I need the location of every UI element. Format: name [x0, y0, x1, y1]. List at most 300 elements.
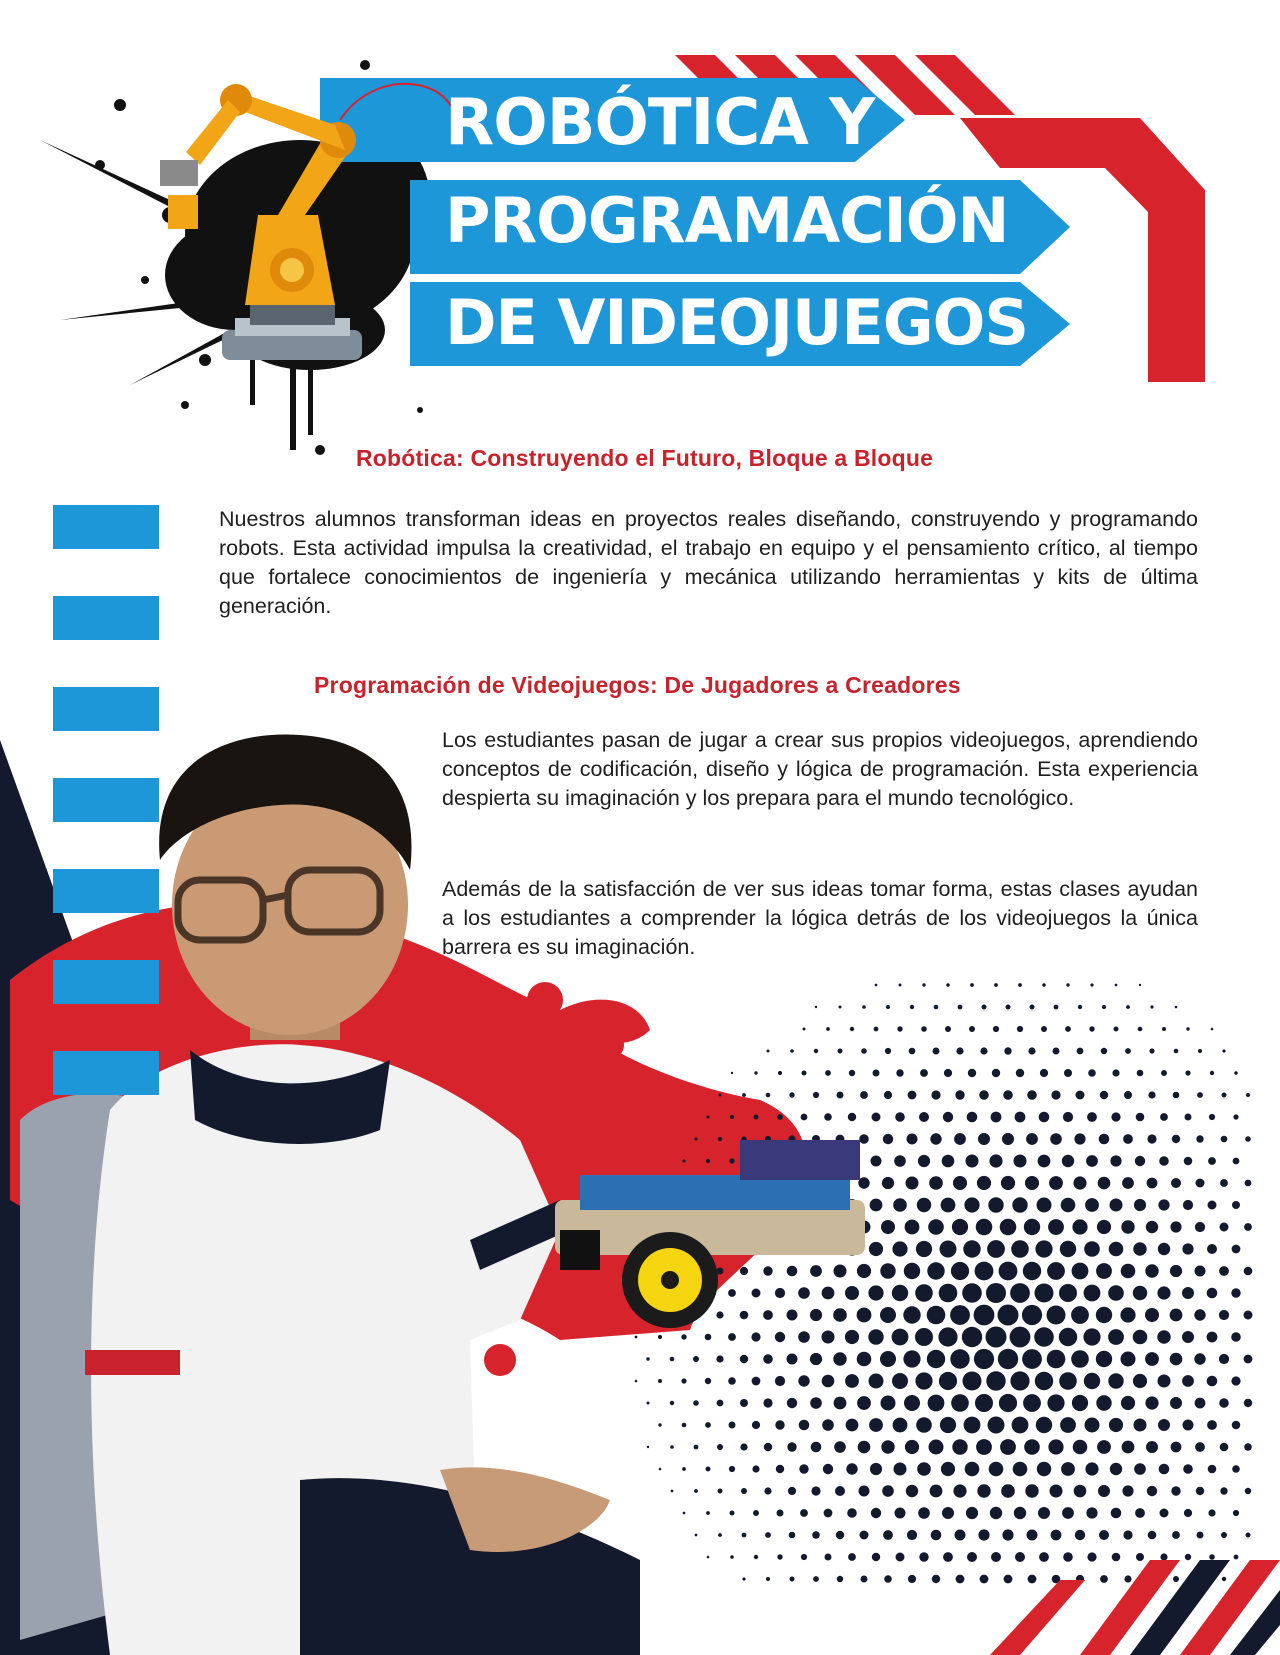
- halftone-dot: [1001, 1176, 1015, 1190]
- halftone-dot: [1244, 1267, 1253, 1276]
- halftone-dot: [978, 1133, 990, 1145]
- halftone-dot: [958, 1005, 963, 1010]
- halftone-dot: [908, 1091, 917, 1100]
- halftone-dot: [1062, 1507, 1074, 1519]
- halftone-dot: [920, 1069, 928, 1077]
- halftone-dot: [942, 1155, 955, 1168]
- halftone-dot: [775, 1288, 785, 1298]
- halftone-dot: [834, 1441, 846, 1453]
- halftone-dot: [1098, 1177, 1111, 1190]
- halftone-dot: [839, 1006, 842, 1009]
- halftone-dot: [915, 1284, 933, 1302]
- halftone-dot: [932, 1575, 940, 1583]
- halftone-dot: [880, 1307, 896, 1323]
- halftone-dot: [1211, 1028, 1214, 1031]
- halftone-dot: [1004, 1047, 1011, 1054]
- halftone-dot: [929, 1440, 944, 1455]
- halftone-dot: [1014, 1155, 1027, 1168]
- halftone-dot: [934, 1005, 939, 1010]
- halftone-dot: [694, 1137, 697, 1140]
- halftone-dot: [1085, 1418, 1100, 1433]
- halftone-dot: [693, 1400, 699, 1406]
- halftone-dot: [1233, 1114, 1238, 1119]
- halftone-dot: [1219, 1398, 1229, 1408]
- halftone-dot: [1207, 1376, 1218, 1387]
- halftone-dot: [1048, 1219, 1064, 1235]
- halftone-dot: [861, 1576, 868, 1583]
- halftone-dot: [670, 1357, 675, 1362]
- halftone-dot: [1126, 1005, 1130, 1009]
- halftone-dot: [928, 1395, 945, 1412]
- halftone-dot: [880, 1351, 896, 1367]
- halftone-dot: [717, 1400, 724, 1407]
- halftone-dot: [824, 1113, 832, 1121]
- halftone-dot: [955, 1090, 964, 1099]
- halftone-dot: [729, 1158, 734, 1163]
- halftone-dot: [1148, 1091, 1155, 1098]
- halftone-dot: [777, 1114, 783, 1120]
- halftone-dot: [1171, 1486, 1180, 1495]
- halftone-dot: [931, 1090, 940, 1099]
- halftone-dot: [1108, 1329, 1124, 1345]
- halftone-dot: [943, 1552, 953, 1562]
- halftone-dot: [886, 1005, 890, 1009]
- halftone-dot: [789, 1092, 794, 1097]
- halftone-dot: [1220, 1179, 1228, 1187]
- halftone-dot: [963, 1240, 980, 1257]
- halftone-dot: [1133, 1330, 1148, 1345]
- halftone-dot: [659, 1468, 662, 1471]
- halftone-dot: [989, 1154, 1002, 1167]
- halftone-dot: [1171, 1178, 1181, 1188]
- halftone-dot: [1064, 1069, 1072, 1077]
- halftone-dot: [927, 1306, 946, 1325]
- halftone-dot: [1034, 1327, 1054, 1347]
- halftone-dot: [765, 1532, 771, 1538]
- halftone-dot: [682, 1467, 686, 1471]
- halftone-dot: [1222, 1049, 1225, 1052]
- halftone-dot: [980, 1575, 989, 1584]
- halftone-dot: [869, 1242, 883, 1256]
- blue-stripe-3: [53, 687, 159, 731]
- halftone-dot: [790, 1049, 794, 1053]
- title-line-3: DE VIDEOJUEGOS: [445, 286, 1028, 359]
- halftone-dot: [1085, 1462, 1098, 1475]
- halftone-dot: [1025, 1176, 1039, 1190]
- halftone-dot: [969, 1026, 975, 1032]
- halftone-dot: [1041, 1026, 1047, 1032]
- halftone-dot: [1158, 1243, 1170, 1255]
- halftone-dot: [1078, 1005, 1082, 1009]
- halftone-dot: [917, 1462, 931, 1476]
- halftone-dot: [954, 1133, 966, 1145]
- halftone-dot: [1135, 1156, 1145, 1166]
- halftone-dot: [1018, 983, 1022, 987]
- halftone-dot: [1062, 1155, 1074, 1167]
- halftone-dot: [1001, 1484, 1015, 1498]
- halftone-dot: [803, 1028, 806, 1031]
- halftone-dot: [1010, 1327, 1031, 1348]
- halftone-dot: [1148, 1531, 1157, 1540]
- halftone-dot: [1124, 1091, 1132, 1099]
- halftone-dot: [1172, 1531, 1180, 1539]
- halftone-dot: [931, 1530, 942, 1541]
- halftone-dot: [1221, 1136, 1228, 1143]
- halftone-dot: [987, 1240, 1005, 1258]
- halftone-dot: [1059, 1328, 1077, 1346]
- halftone-dot: [1145, 1396, 1158, 1409]
- halftone-dot: [1050, 1133, 1062, 1145]
- halftone-dot: [1100, 1091, 1108, 1099]
- halftone-dot: [1122, 1177, 1134, 1189]
- halftone-dot: [1208, 1157, 1216, 1165]
- halftone-dot: [1196, 1487, 1204, 1495]
- halftone-dot: [974, 1305, 995, 1326]
- halftone-dot: [881, 1440, 894, 1453]
- halftone-dot: [1060, 1241, 1076, 1257]
- halftone-dot: [857, 1264, 871, 1278]
- videojuegos-body-2: Además de la satisfacción de ver sus ideas tomar forma, estas clases ayudan a los estudiantes a comprender la lógica detrás de los videojuegos la única barrera es su imaginación.: [442, 877, 1198, 959]
- halftone-dot: [1061, 1462, 1075, 1476]
- halftone-dot: [1096, 1351, 1112, 1367]
- halftone-dot: [1133, 1374, 1147, 1388]
- halftone-dot: [939, 1284, 958, 1303]
- halftone-dot: [670, 1445, 674, 1449]
- title-line-1: ROBÓTICA Y: [445, 86, 875, 160]
- halftone-dot: [810, 1309, 822, 1321]
- halftone-dot: [1101, 1048, 1107, 1054]
- halftone-dot: [1039, 1112, 1050, 1123]
- halftone-dot: [834, 1265, 847, 1278]
- halftone-dot: [822, 1375, 835, 1388]
- halftone-dot: [1157, 1286, 1170, 1299]
- halftone-dot: [880, 1263, 895, 1278]
- halftone-dot: [993, 1026, 999, 1032]
- halftone-dot: [870, 1199, 883, 1212]
- halftone-dot: [1084, 1373, 1100, 1389]
- halftone-dot: [1231, 1332, 1241, 1342]
- halftone-dot: [822, 1331, 835, 1344]
- halftone-dot: [882, 1177, 894, 1189]
- halftone-dot: [953, 1484, 966, 1497]
- halftone-dot: [1012, 1417, 1029, 1434]
- halftone-dot: [978, 1529, 989, 1540]
- halftone-dot: [822, 1419, 834, 1431]
- halftone-dot: [790, 1577, 795, 1582]
- halftone-dot: [917, 1198, 931, 1212]
- halftone-dot: [883, 1134, 893, 1144]
- halftone-dot: [1195, 1266, 1206, 1277]
- halftone-dot: [1030, 1005, 1035, 1010]
- halftone-dot: [1207, 1332, 1218, 1343]
- halftone-dot: [1016, 1069, 1024, 1077]
- halftone-dot: [751, 1332, 760, 1341]
- halftone-dot: [833, 1308, 847, 1322]
- halftone-dot: [1184, 1157, 1193, 1166]
- halftone-dot: [812, 1531, 820, 1539]
- halftone-dot: [990, 1507, 1002, 1519]
- halftone-dot: [719, 1094, 722, 1097]
- halftone-dot: [982, 1005, 987, 1010]
- halftone-dot: [1157, 1330, 1170, 1343]
- halftone-dot: [1145, 1308, 1159, 1322]
- halftone-dot: [1244, 1399, 1252, 1407]
- halftone-dot: [742, 1533, 747, 1538]
- halftone-dot: [953, 1176, 967, 1190]
- halftone-dot: [1234, 1071, 1238, 1075]
- halftone-dot: [1162, 1027, 1166, 1031]
- halftone-dot: [1121, 1396, 1135, 1410]
- halftone-dot: [979, 1090, 989, 1100]
- halftone-dot: [775, 1332, 785, 1342]
- halftone-dot: [1112, 1553, 1121, 1562]
- halftone-dot: [1174, 1049, 1179, 1054]
- halftone-dot: [899, 984, 902, 987]
- halftone-dot: [694, 1445, 699, 1450]
- blue-stripe-5: [53, 869, 159, 913]
- halftone-dot: [884, 1091, 892, 1099]
- halftone-dot: [1149, 1048, 1154, 1053]
- halftone-dot: [941, 1462, 955, 1476]
- halftone-dot: [731, 1072, 733, 1074]
- halftone-dot: [986, 1327, 1007, 1348]
- halftone-dot: [881, 1396, 896, 1411]
- halftone-dot: [1120, 1307, 1135, 1322]
- halftone-dot: [930, 1133, 941, 1144]
- halftone-dot: [706, 1467, 711, 1472]
- halftone-dot: [908, 1575, 916, 1583]
- halftone-dot: [1182, 1243, 1193, 1254]
- halftone-dot: [1110, 1199, 1123, 1212]
- halftone-dot: [1022, 1305, 1042, 1325]
- halftone-dot: [695, 1534, 698, 1537]
- halftone-dot: [742, 1093, 746, 1097]
- halftone-dot: [1186, 1027, 1189, 1030]
- halftone-dot: [646, 1357, 649, 1360]
- halftone-dot: [1170, 1353, 1183, 1366]
- halftone-dot: [862, 1005, 866, 1009]
- halftone-dot: [1010, 1283, 1030, 1303]
- halftone-dot: [1123, 1530, 1132, 1539]
- halftone-dot: [1183, 1200, 1193, 1210]
- halftone-dot: [1135, 1508, 1145, 1518]
- halftone-dot: [1161, 1070, 1167, 1076]
- halftone-dot: [1133, 1286, 1147, 1300]
- halftone-dot: [1065, 1026, 1071, 1032]
- halftone-dot: [975, 1262, 994, 1281]
- halftone-dot: [1209, 1554, 1215, 1560]
- halftone-dot: [1004, 1575, 1013, 1584]
- halftone-dot: [1110, 1155, 1121, 1166]
- blue-stripe-7: [53, 1051, 159, 1095]
- halftone-dot: [956, 1575, 965, 1584]
- halftone-dot: [1015, 1112, 1026, 1123]
- halftone-dot: [1054, 1005, 1059, 1010]
- halftone-dot: [694, 1489, 698, 1493]
- halftone-dot: [1006, 1005, 1011, 1010]
- halftone-dot: [1121, 1352, 1136, 1367]
- halftone-dot: [941, 1198, 956, 1213]
- halftone-dot: [776, 1465, 784, 1473]
- halftone-dot: [1100, 1575, 1108, 1583]
- halftone-dot: [1160, 1113, 1168, 1121]
- halftone-dot: [1075, 1530, 1085, 1540]
- halftone-dot: [874, 1027, 879, 1032]
- halftone-dot: [977, 1484, 990, 1497]
- halftone-dot: [1000, 1439, 1016, 1455]
- halftone-dot: [825, 1070, 831, 1076]
- halftone-dot: [1023, 1394, 1041, 1412]
- halftone-dot: [1197, 1532, 1204, 1539]
- videojuegos-body-1: Los estudiantes pasan de jugar a crear sus propios videojuegos, aprendiendo conceptos de codificación, diseño y lógica de programación. Esta experiencia despierta su imaginación y los prepara para el mundo tecnológico.: [442, 728, 1198, 810]
- halftone-dot: [787, 1266, 798, 1277]
- halftone-dot: [1089, 1026, 1094, 1031]
- halftone-dot: [998, 1349, 1018, 1369]
- halftone-dot: [1083, 1328, 1100, 1345]
- halftone-dot: [1053, 1048, 1060, 1055]
- halftone-dot: [647, 1402, 650, 1405]
- halftone-dot: [1036, 1417, 1052, 1433]
- halftone-dot: [1207, 1244, 1217, 1254]
- videojuegos-heading: Programación de Videojuegos: De Jugadores a Creadores: [314, 672, 961, 698]
- halftone-dot: [846, 1419, 859, 1432]
- halftone-dot: [1136, 1553, 1144, 1561]
- halftone-dot: [1195, 1222, 1205, 1232]
- halftone-dot: [1134, 1463, 1146, 1475]
- halftone-dot: [802, 1071, 807, 1076]
- halftone-dot: [1047, 1262, 1065, 1280]
- halftone-dot: [1146, 1441, 1158, 1453]
- halftone-dot: [1048, 1439, 1063, 1454]
- halftone-dot: [1125, 1048, 1131, 1054]
- halftone-dot: [892, 1329, 909, 1346]
- halftone-dot: [1026, 1133, 1038, 1145]
- halftone-dot: [1219, 1310, 1229, 1320]
- halftone-dot: [906, 1485, 918, 1497]
- halftone-dot: [705, 1378, 711, 1384]
- halftone-dot: [894, 1463, 907, 1476]
- halftone-dot: [787, 1310, 798, 1321]
- halftone-dot: [1245, 1488, 1251, 1494]
- halftone-dot: [825, 1554, 832, 1561]
- halftone-dot: [1138, 1027, 1143, 1032]
- halftone-dot: [976, 1219, 993, 1236]
- halftone-dot: [787, 1398, 797, 1408]
- halftone-dot: [1040, 1069, 1048, 1077]
- halftone-dot: [740, 1399, 748, 1407]
- halftone-dot: [1244, 1355, 1253, 1364]
- halftone-dot: [763, 1354, 773, 1364]
- halftone-dot: [635, 1336, 638, 1339]
- halftone-dot: [787, 1354, 798, 1365]
- halftone-dot: [992, 1069, 1000, 1077]
- halftone-dot: [706, 1511, 710, 1515]
- halftone-dot: [1109, 1418, 1123, 1432]
- halftone-dot: [1098, 1485, 1110, 1497]
- halftone-dot: [1221, 1532, 1227, 1538]
- halftone-dot: [705, 1334, 712, 1341]
- halftone-dot: [1170, 1397, 1182, 1409]
- halftone-dot: [707, 1116, 710, 1119]
- halftone-dot: [964, 1417, 981, 1434]
- halftone-dot: [1244, 1223, 1252, 1231]
- halftone-dot: [789, 1532, 796, 1539]
- halftone-dot: [813, 1576, 819, 1582]
- halftone-dot: [962, 1327, 982, 1347]
- halftone-dot: [740, 1311, 749, 1320]
- halftone-dot: [967, 1112, 978, 1123]
- halftone-dot: [849, 1070, 855, 1076]
- halftone-dot: [728, 1289, 736, 1297]
- halftone-dot: [915, 1328, 933, 1346]
- halftone-dot: [716, 1355, 723, 1362]
- halftone-dot: [718, 1489, 723, 1494]
- halftone-dot: [1051, 1090, 1060, 1099]
- halftone-dot: [895, 1112, 905, 1122]
- halftone-dot: [729, 1422, 736, 1429]
- halftone-dot: [883, 1530, 893, 1540]
- halftone-dot: [824, 1509, 833, 1518]
- halftone-dot: [1233, 1510, 1239, 1516]
- halftone-dot: [893, 1418, 908, 1433]
- halftone-dot: [658, 1423, 661, 1426]
- halftone-dot: [778, 1071, 782, 1075]
- halftone-dot: [837, 1092, 844, 1099]
- halftone-dot: [801, 1114, 808, 1121]
- halftone-dot: [681, 1334, 686, 1339]
- halftone-dot: [706, 1159, 710, 1163]
- halftone-dot: [1002, 1529, 1013, 1540]
- halftone-dot: [788, 1487, 796, 1495]
- halftone-dot: [1060, 1417, 1076, 1433]
- halftone-dot: [884, 1575, 892, 1583]
- halftone-dot: [1087, 1112, 1097, 1122]
- halftone-dot: [1015, 1552, 1025, 1562]
- halftone-dot: [1184, 1509, 1192, 1517]
- halftone-dot: [1051, 1530, 1062, 1541]
- halftone-dot: [1097, 1220, 1111, 1234]
- halftone-dots: [635, 983, 1253, 1583]
- halftone-dot: [906, 1177, 919, 1190]
- halftone-dot: [1086, 1155, 1098, 1167]
- halftone-dot: [845, 1374, 859, 1388]
- halftone-dot: [728, 1377, 736, 1385]
- halftone-dot: [810, 1265, 822, 1277]
- halftone-dot: [811, 1442, 822, 1453]
- halftone-dot: [682, 1423, 687, 1428]
- halftone-dot: [1208, 1509, 1215, 1516]
- halftone-dot: [909, 1048, 916, 1055]
- halftone-dot: [754, 1071, 757, 1074]
- halftone-dot: [1003, 1090, 1013, 1100]
- halftone-dot: [1000, 1219, 1017, 1236]
- halftone-dot: [907, 1530, 917, 1540]
- halftone-dot: [1112, 1069, 1119, 1076]
- halftone-dot: [1108, 1373, 1123, 1388]
- halftone-dot: [1159, 1464, 1170, 1475]
- halftone-dot: [1160, 1509, 1169, 1518]
- halftone-dot: [964, 1197, 979, 1212]
- halftone-dot: [1244, 1443, 1252, 1451]
- halftone-dot: [1110, 1463, 1122, 1475]
- halftone-dot: [1196, 1135, 1203, 1142]
- halftone-dot: [1035, 1240, 1052, 1257]
- halftone-dot: [823, 1464, 833, 1474]
- halftone-dot: [1087, 1552, 1096, 1561]
- title-line-2: PROGRAMACIÓN: [445, 184, 1009, 257]
- halftone-dot: [835, 1486, 845, 1496]
- halftone-dot: [1122, 1485, 1133, 1496]
